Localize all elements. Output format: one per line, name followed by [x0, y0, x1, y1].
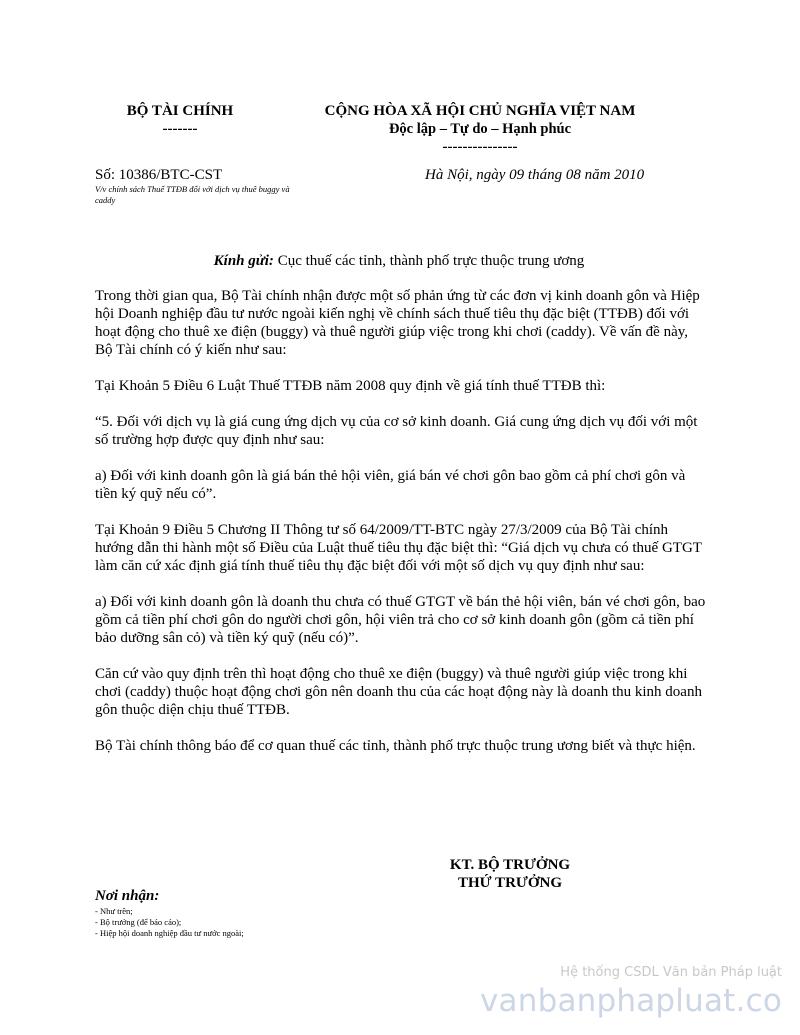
signature-block	[430, 856, 590, 892]
recipient-item: - Bộ trưởng (để báo cáo);	[95, 917, 182, 927]
watermark-site: vanbanphapluat.co	[480, 983, 782, 1019]
agency-header	[95, 102, 265, 138]
body-paragraph: a) Đối với kinh doanh gôn là giá bán thẻ hội viên, giá bán vé chơi gôn bao gồm cả phí chơi gôn và tiền ký quỹ nếu có”.	[95, 468, 686, 502]
national-motto: Độc lập – Tự do – Hạnh phúc	[388, 121, 572, 137]
motto-rule: ---------------	[442, 139, 518, 155]
document-number: Số: 10386/BTC-CST	[95, 167, 223, 183]
recipients-list	[95, 906, 244, 939]
body-paragraph: Tại Khoản 9 Điều 5 Chương II Thông tư số 64/2009/TT-BTC ngày 27/3/2009 của Bộ Tài chính hướng dẫn thi hành một số Điều của Luật thuế tiêu thụ đặc biệt thì: “Giá dịch vụ chưa có thuế GTGT làm căn cứ xác định giá tính thuế tiêu thụ đặc biệt đối với một số dịch vụ quy định như sau:	[95, 522, 702, 574]
body-paragraph: Trong thời gian qua, Bộ Tài chính nhận được một số phản ứng từ các đơn vị kinh doanh gôn và Hiệp hội Doanh nghiệp đầu tư nước ngoài kiến nghị về chính sách thuế tiêu thụ đặc biệt (TTĐB) đối với hoạt động cho thuê xe điện (buggy) và thuê người giúp việc trong khi chơi (caddy). Về vấn đề này, Bộ Tài chính có ý kiến như sau:	[95, 288, 700, 358]
signature-title-1: KT. BỘ TRƯỞNG	[449, 857, 571, 873]
recipient-name: Cục thuế các tỉnh, thành phố trực thuộc trung ương	[277, 253, 585, 269]
agency-rule: -------	[162, 121, 198, 137]
body-paragraph: “5. Đối với dịch vụ là giá cung ứng dịch vụ của cơ sở kinh doanh. Giá cung ứng dịch vụ đối với một số trường hợp được quy định như sau:	[95, 414, 698, 448]
body-paragraph: a) Đối với kinh doanh gôn là doanh thu chưa có thuế GTGT về bán thẻ hội viên, bán vé chơi gôn, bao gồm cả tiền phí chơi gôn do người chơi gôn, hội viên trả cho cơ sở kinh doanh gôn (gồm cả tiền phí bảo dưỡng sân cỏ) và tiền ký quỹ (nếu có)”.	[95, 594, 706, 646]
document-subject: V/v chính sách Thuế TTĐB đối với dịch vụ thuê buggy và caddy	[95, 184, 290, 205]
recipient-item: - Như trên;	[95, 906, 133, 916]
watermark-caption: Hệ thống CSDL Văn bản Pháp luật	[560, 965, 782, 980]
recipients-title: Nơi nhận:	[95, 888, 160, 904]
body-paragraph: Bộ Tài chính thông báo để cơ quan thuế các tỉnh, thành phố trực thuộc trung ương biết và thực hiện.	[95, 738, 696, 754]
document-body	[95, 287, 707, 773]
recipient-line	[95, 252, 703, 270]
place-date: Hà Nội, ngày 09 tháng 08 năm 2010	[425, 167, 645, 183]
signature-title-2: THỨ TRƯỞNG	[457, 875, 563, 891]
agency-name: BỘ TÀI CHÍNH	[126, 103, 234, 119]
recipient-label: Kính gửi:	[213, 253, 274, 269]
body-paragraph: Tại Khoản 5 Điều 6 Luật Thuế TTĐB năm 2008 quy định về giá tính thuế TTĐB thì:	[95, 378, 606, 394]
national-header	[300, 102, 660, 156]
recipient-item: - Hiệp hội doanh nghiệp đầu tư nước ngoài;	[95, 928, 244, 938]
body-paragraph: Căn cứ vào quy định trên thì hoạt động cho thuê xe điện (buggy) và thuê người giúp việc trong khi chơi (caddy) thuộc hoạt động chơi gôn nên doanh thu của các hoạt động này là doanh thu kinh doanh gôn thuộc diện chịu thuế TTĐB.	[95, 666, 702, 718]
nation-name: CỘNG HÒA XÃ HỘI CHỦ NGHĨA VIỆT NAM	[324, 103, 636, 119]
